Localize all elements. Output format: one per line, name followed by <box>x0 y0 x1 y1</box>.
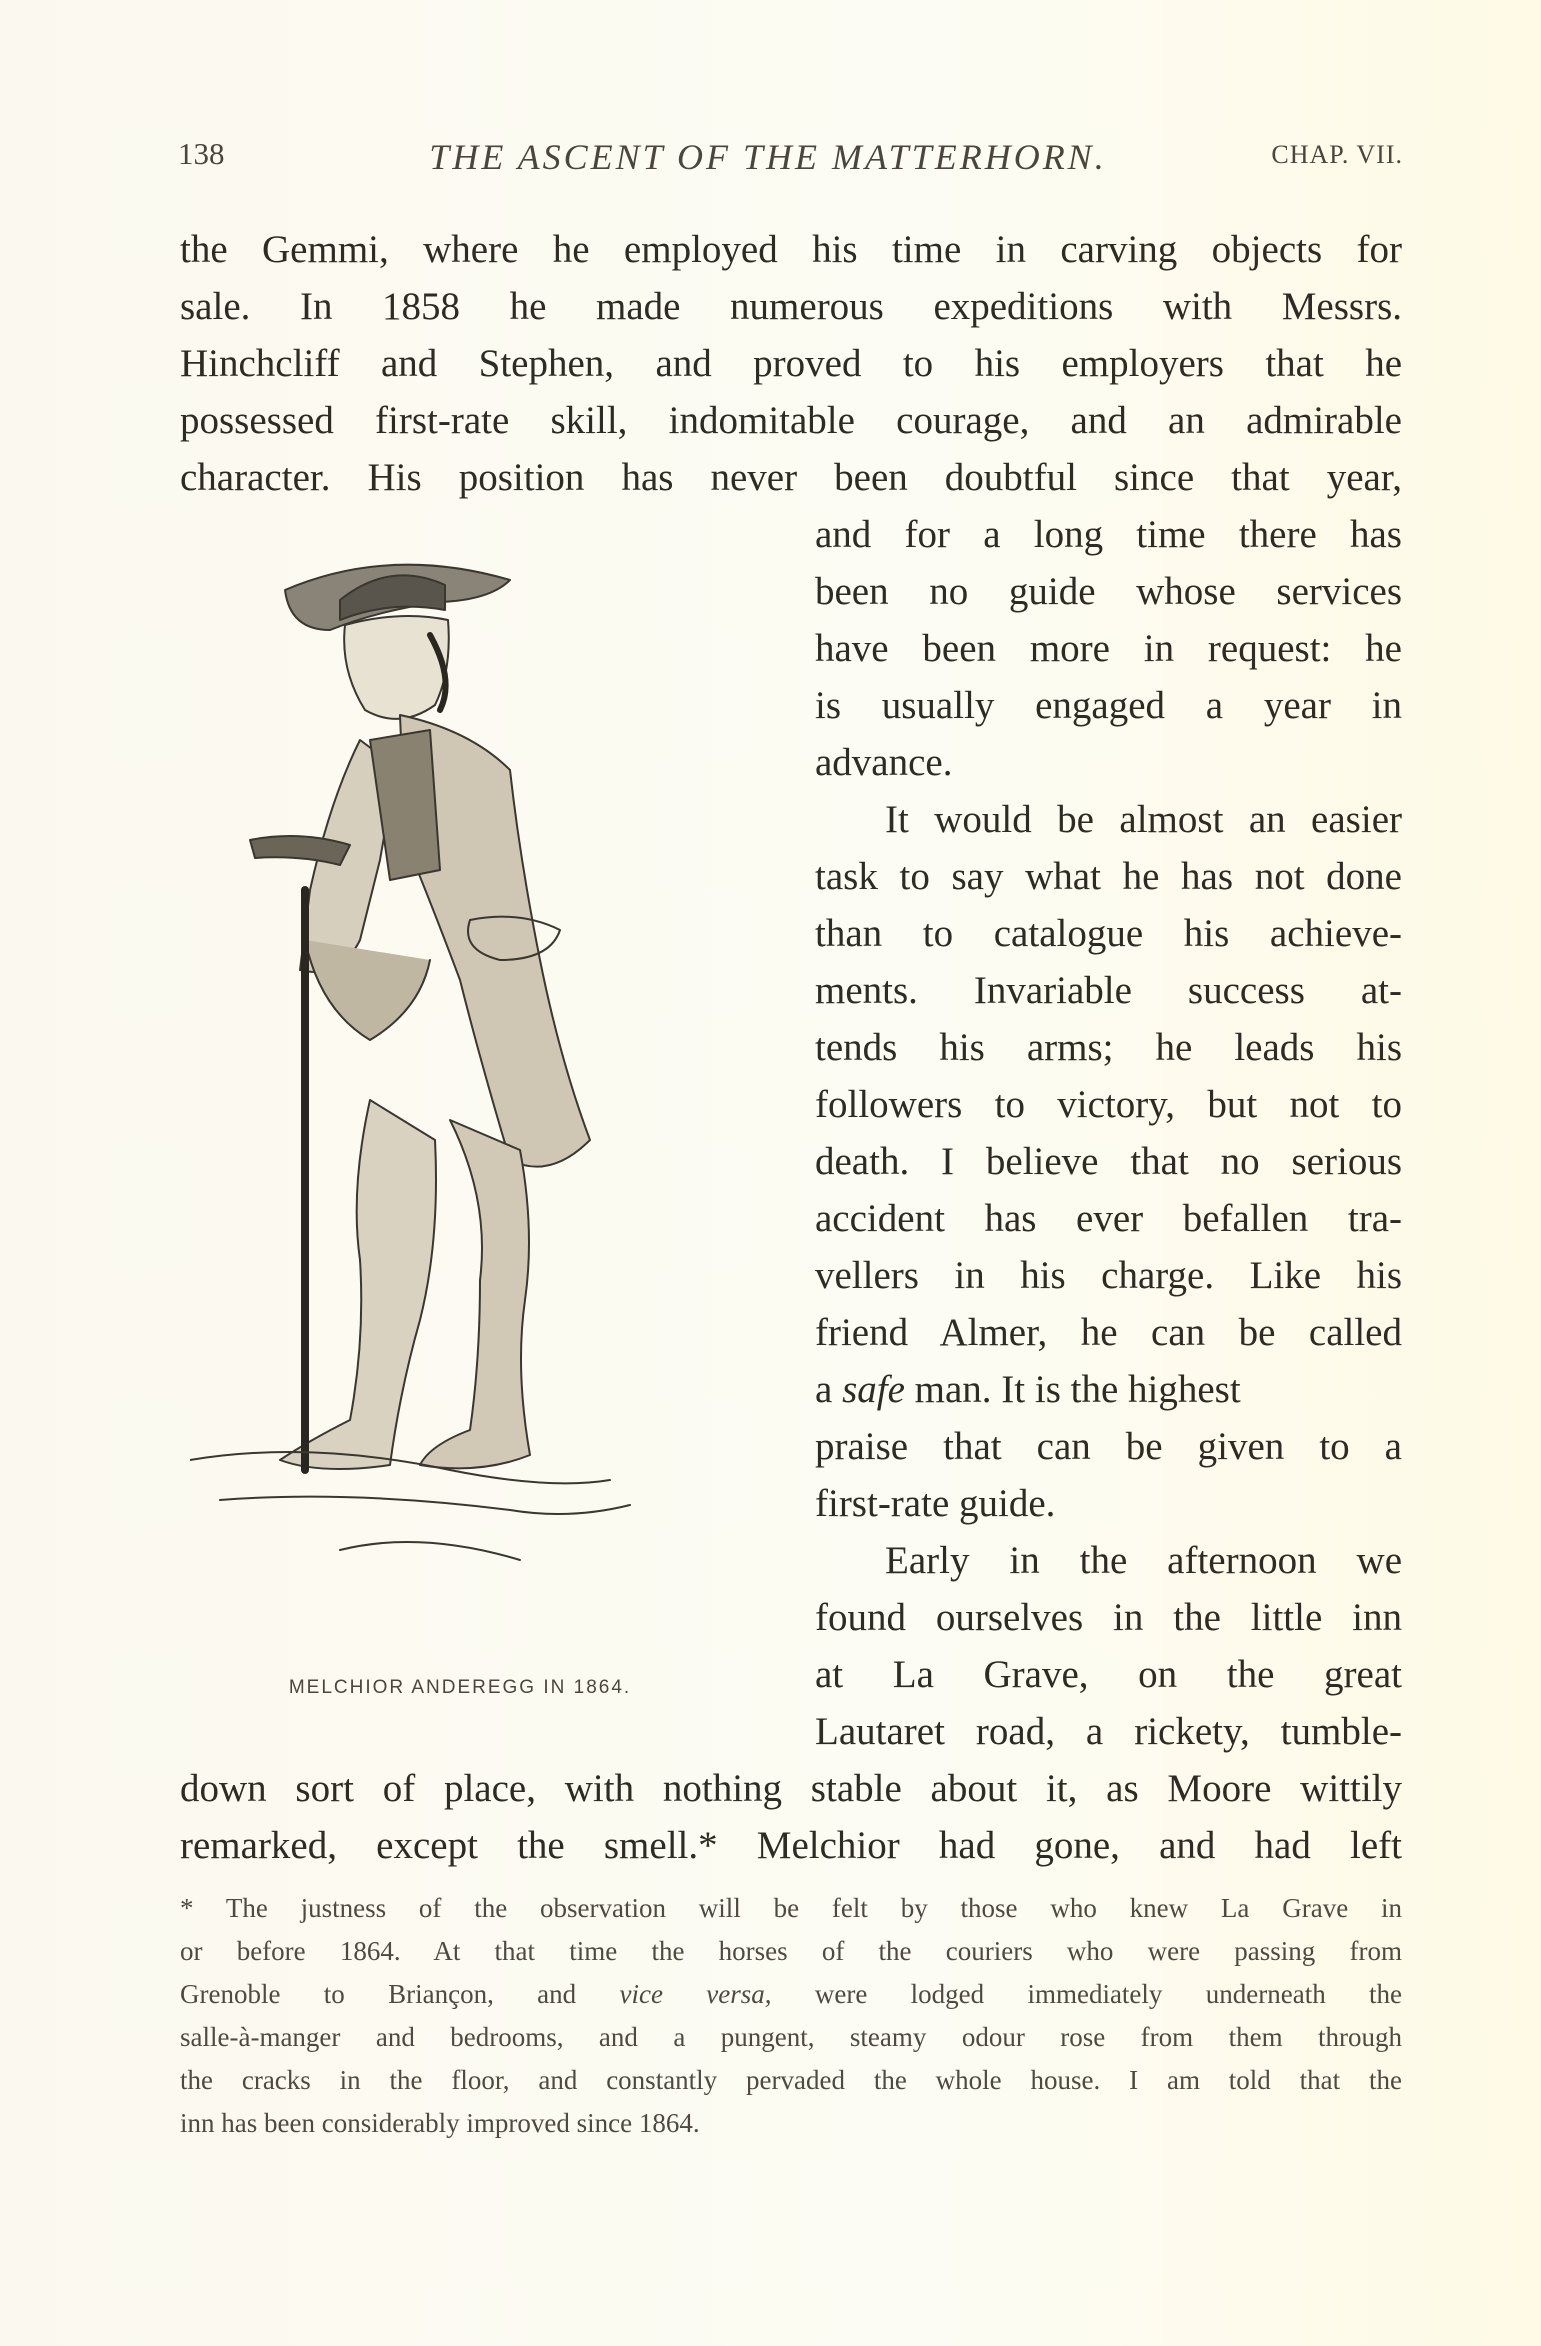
body-line: It would be almost an easier <box>885 798 1402 841</box>
text-run: man. It is the highest <box>914 1368 1241 1411</box>
body-line: Lautaret road, a rickety, tumble- <box>815 1710 1402 1753</box>
italic-word: safe <box>842 1368 905 1411</box>
body-line: the Gemmi, where he employed his time in carving objects for <box>180 228 1402 271</box>
body-line: praise that can be given to a <box>815 1425 1402 1468</box>
body-line: sale. In 1858 he made numerous expeditions with Messrs. <box>180 285 1402 328</box>
body-line: followers to victory, but not to <box>815 1083 1402 1126</box>
body-line: found ourselves in the little inn <box>815 1596 1402 1639</box>
body-line: death. I believe that no serious <box>815 1140 1402 1183</box>
body-line: tends his arms; he leads his <box>815 1026 1402 1069</box>
body-line: task to say what he has not done <box>815 855 1402 898</box>
footnote-line: or before 1864. At that time the horses of the couriers who were passing from <box>180 1936 1402 1966</box>
body-line: Early in the afternoon we <box>885 1539 1402 1582</box>
body-line: and for a long time there has <box>815 513 1402 556</box>
body-line: Hinchcliff and Stephen, and proved to his employers that he <box>180 342 1402 385</box>
chapter-label: CHAP. VII. <box>1271 140 1403 169</box>
text-run: a <box>815 1368 833 1411</box>
body-line: than to catalogue his achieve- <box>815 912 1402 955</box>
text-run: Grenoble to Briançon, and <box>180 1979 577 2009</box>
body-line: character. His position has never been doubtful since that year, <box>180 456 1402 499</box>
footnote-line: inn has been considerably improved since 1864. <box>180 2108 700 2138</box>
body-line: first-rate guide. <box>815 1482 1056 1525</box>
body-line: accident has ever befallen tra- <box>815 1197 1402 1240</box>
body-line: have been more in request: he <box>815 627 1402 670</box>
text-run: were lodged immediately underneath the <box>814 1979 1403 2009</box>
body-line-mixed <box>815 1370 1402 1409</box>
body-line: at La Grave, on the great <box>815 1653 1402 1696</box>
page-number: 138 <box>178 136 225 171</box>
running-header <box>178 136 1403 180</box>
italic-phrase: vice versa, <box>619 1979 772 2009</box>
footnote-line-mixed <box>180 1981 1402 2008</box>
footnote-line: * The justness of the observation will be felt by those who knew La Grave in <box>180 1893 1402 1923</box>
footnote-line: salle-à-manger and bedrooms, and a pungent, steamy odour rose from them through <box>180 2022 1402 2052</box>
body-line: is usually engaged a year in <box>815 684 1402 727</box>
running-title: THE ASCENT OF THE MATTERHORN. <box>429 137 1107 177</box>
engraving-illustration <box>190 540 780 1660</box>
figure-caption: MELCHIOR ANDEREGG IN 1864. <box>288 1677 632 1698</box>
body-line: advance. <box>815 741 953 784</box>
body-line: remarked, except the smell.* Melchior had gone, and had left <box>180 1824 1402 1867</box>
footnote-line: the cracks in the floor, and constantly pervaded the whole house. I am told that the <box>180 2065 1402 2095</box>
body-line: been no guide whose services <box>815 570 1402 613</box>
body-line: ments. Invariable success at- <box>815 969 1402 1012</box>
body-line: possessed first-rate skill, indomitable courage, and an admirable <box>180 399 1402 442</box>
body-line: vellers in his charge. Like his <box>815 1254 1402 1297</box>
body-line: down sort of place, with nothing stable about it, as Moore wittily <box>180 1767 1402 1810</box>
body-line: friend Almer, he can be called <box>815 1311 1402 1354</box>
